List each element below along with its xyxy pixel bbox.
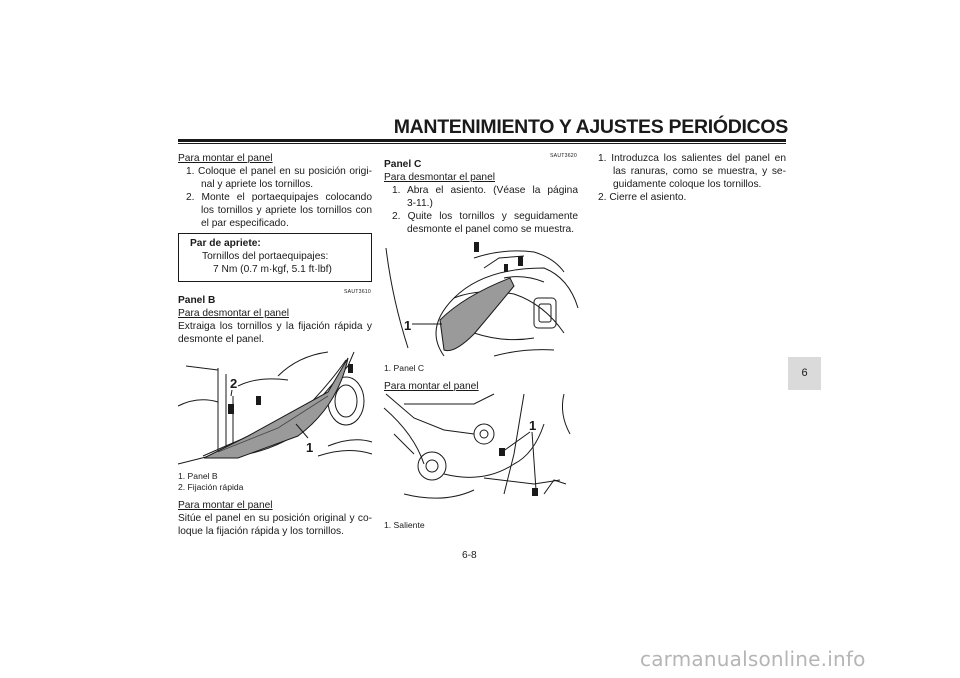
panel-c-step-1-line1: 1. Abra el asiento. (Véase la página bbox=[392, 185, 578, 196]
fig-mount-callout-1: 1 bbox=[529, 418, 537, 433]
fig-c-callout-1: 1 bbox=[404, 318, 412, 333]
watermark: carmanualsonline.info bbox=[640, 647, 866, 671]
header-rule bbox=[178, 139, 786, 142]
mount-step-2-line2: los tornillos y apriete los tornillos con bbox=[201, 205, 372, 216]
mount-step-2-line3: el par especificado. bbox=[201, 218, 289, 229]
section-code-c: SAUT3620 bbox=[550, 153, 577, 159]
fig-b-caption-2: 2. Fijación rápida bbox=[178, 482, 244, 492]
col3-step-1-line3: guidamente coloque los tornillos. bbox=[613, 179, 762, 190]
fig-b-callout-1: 1 bbox=[306, 440, 314, 455]
torque-item: Tornillos del portaequipajes: bbox=[202, 251, 329, 262]
panel-c-step-2-line1: 2. Quite los tornillos y seguidamente bbox=[392, 211, 578, 222]
panel-c-remove-heading: Para desmontar el panel bbox=[384, 172, 495, 183]
mount-step-2-line1: 2. Monte el portaequipajes colocando bbox=[186, 192, 372, 203]
col3-step-1-line1: 1. Introduzca los salientes del panel en bbox=[598, 153, 786, 164]
mount-step-1-line1: 1. Coloque el panel en su posición origi- bbox=[186, 166, 372, 177]
fig-b-callout-2: 2 bbox=[230, 376, 238, 391]
panel-b-remove-heading: Para desmontar el panel bbox=[178, 308, 289, 319]
header-rule-thin bbox=[178, 143, 786, 144]
mount-step-1-line2: nal y apriete los tornillos. bbox=[201, 179, 314, 190]
heading-mount-panel: Para montar el panel bbox=[178, 153, 273, 164]
panel-c-figure bbox=[384, 238, 578, 356]
chapter-tab: 6 bbox=[788, 357, 821, 390]
section-code-b: SAUT3610 bbox=[344, 289, 371, 295]
torque-value: 7 Nm (0.7 m·kgf, 5.1 ft·lbf) bbox=[213, 264, 332, 275]
fig-c-caption-1: 1. Panel C bbox=[384, 363, 425, 373]
panel-b-figure bbox=[178, 346, 372, 470]
panel-b-mount-line1: Sitúe el panel en su posición original y co- bbox=[178, 513, 372, 524]
col3-step-2: 2. Cierre el asiento. bbox=[598, 192, 687, 203]
col3-step-1-line2: las ranuras, como se muestra, y se- bbox=[613, 166, 786, 177]
panel-c-mount-heading: Para montar el panel bbox=[384, 381, 479, 392]
page-number: 6-8 bbox=[462, 550, 477, 561]
panel-b-remove-line1: Extraiga los tornillos y la fijación rápida y bbox=[178, 321, 372, 332]
panel-b-remove-line2: desmonte el panel. bbox=[178, 334, 265, 345]
fig-b-caption-1: 1. Panel B bbox=[178, 471, 218, 481]
panel-c-step-1-line2: 3-11.) bbox=[407, 198, 433, 209]
torque-title: Par de apriete: bbox=[190, 238, 261, 249]
panel-b-mount-line2: loque la fijación rápida y los tornillos. bbox=[178, 526, 344, 537]
panel-c-title: Panel C bbox=[384, 159, 422, 170]
panel-b-mount-heading: Para montar el panel bbox=[178, 500, 273, 511]
panel-c-step-2-line2: desmonte el panel como se muestra. bbox=[407, 224, 575, 235]
fig-mount-caption-1: 1. Saliente bbox=[384, 520, 425, 530]
mount-figure bbox=[384, 394, 578, 516]
page-title: MANTENIMIENTO Y AJUSTES PERIÓDICOS bbox=[393, 116, 788, 138]
panel-b-title: Panel B bbox=[178, 295, 216, 306]
